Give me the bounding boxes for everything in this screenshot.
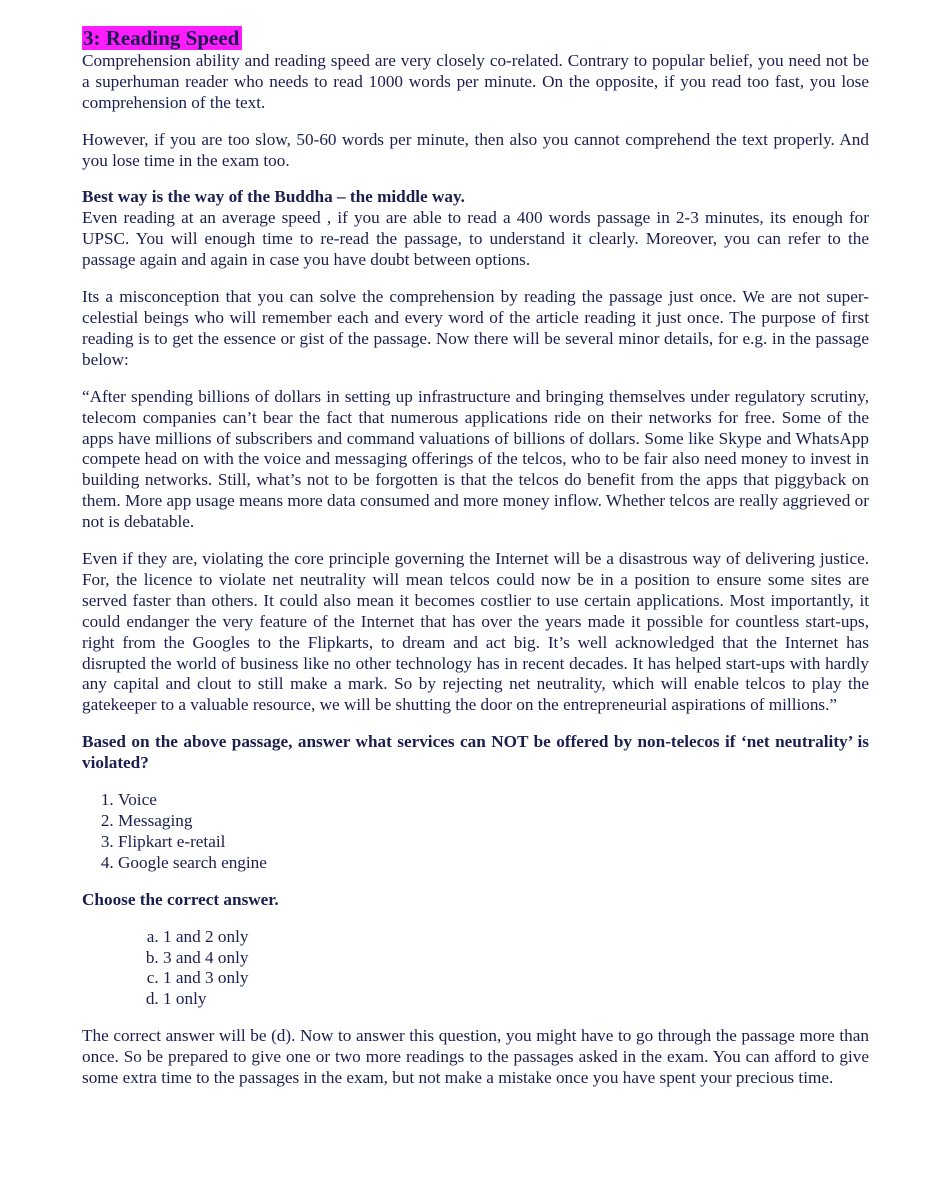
- list-item: 1. Voice: [118, 790, 869, 811]
- intro-paragraph-3: Even reading at an average speed , if you are able to read a 400 words passage in 2-3 minutes, its enough for UPSC. You will enough time to re-read the passage, to understand it clearly. Moreover, you can refer to the passage again and again in case you have doubt between options.: [82, 208, 869, 270]
- answer-option: c. 1 and 3 only: [163, 968, 869, 989]
- document-page: [82, 26, 869, 1089]
- answer-options-list: [82, 927, 869, 1011]
- section-heading: 3: Reading Speed: [82, 26, 242, 50]
- question-text: Based on the above passage, answer what services can NOT be offered by non-telecos if ‘net neutrality’ is violated?: [82, 732, 869, 773]
- answer-option: d. 1 only: [163, 989, 869, 1010]
- answer-prompt: Choose the correct answer.: [82, 889, 279, 909]
- answer-option: b. 3 and 4 only: [163, 948, 869, 969]
- passage-paragraph-1: “After spending billions of dollars in setting up infrastructure and bringing themselves under regulatory scrutiny, telecom companies can’t bear the fact that numerous applications ride on their networks for free. Some of the apps have millions of subscribers and command valuations of billions of dollars. Some like Skype and WhatsApp compete head on with the voice and messaging offerings of the telcos, who to be fair also need money to invest in building networks. Still, what’s not to be forgotten is that the telcos do benefit from the apps that piggyback on them. More app usage means more data consumed and more money inflow. Whether telcos are really aggrieved or not is debatable.: [82, 386, 869, 532]
- answer-option: a. 1 and 2 only: [163, 927, 869, 948]
- subheading: Best way is the way of the Buddha – the middle way.: [82, 187, 465, 207]
- intro-paragraph-1: Comprehension ability and reading speed are very closely co-related. Contrary to popular belief, you need not be a superhuman reader who needs to read 1000 words per minute. On the opposite, if you read too fast, you lose comprehension of the text.: [82, 50, 869, 112]
- conclusion-paragraph: The correct answer will be (d). Now to answer this question, you might have to go through the passage more than once. So be prepared to give one or two more readings to the passages asked in the exam. You can afford to give some extra time to the passages in the exam, but not make a mistake once you have spent your precious time.: [82, 1026, 869, 1088]
- intro-paragraph-4: Its a misconception that you can solve the comprehension by reading the passage just once. We are not super-celestial beings who will remember each and every word of the article reading it just once. The purpose of first reading is to get the essence or gist of the passage. Now there will be several minor details, for e.g. in the passage below:: [82, 287, 869, 369]
- list-item: 3. Flipkart e-retail: [118, 832, 869, 853]
- passage-paragraph-2: Even if they are, violating the core principle governing the Internet will be a disastrous way of delivering justice. For, the licence to violate net neutrality will mean telcos could now be in a position to ensure some sites are served faster than others. It could also mean it becomes costlier to use certain applications. Most importantly, it could endanger the very feature of the Internet that has over the years made it possible for countless start-ups, right from the Googles to the Flipkarts, to dream and act big. It’s well acknowledged that the Internet has disrupted the world of business like no other technology has in recent decades. It has helped start-ups with hardly any capital and clout to still make a mark. So by rejecting net neutrality, which will enable telcos to play the gatekeeper to a valuable resource, we will be shutting the door on the entrepreneurial aspirations of millions.”: [82, 549, 869, 715]
- list-item: 4. Google search engine: [118, 853, 869, 874]
- question-items-list: [82, 790, 869, 874]
- intro-paragraph-2: However, if you are too slow, 50-60 words per minute, then also you cannot comprehend the text properly. And you lose time in the exam too.: [82, 129, 869, 170]
- list-item: 2. Messaging: [118, 811, 869, 832]
